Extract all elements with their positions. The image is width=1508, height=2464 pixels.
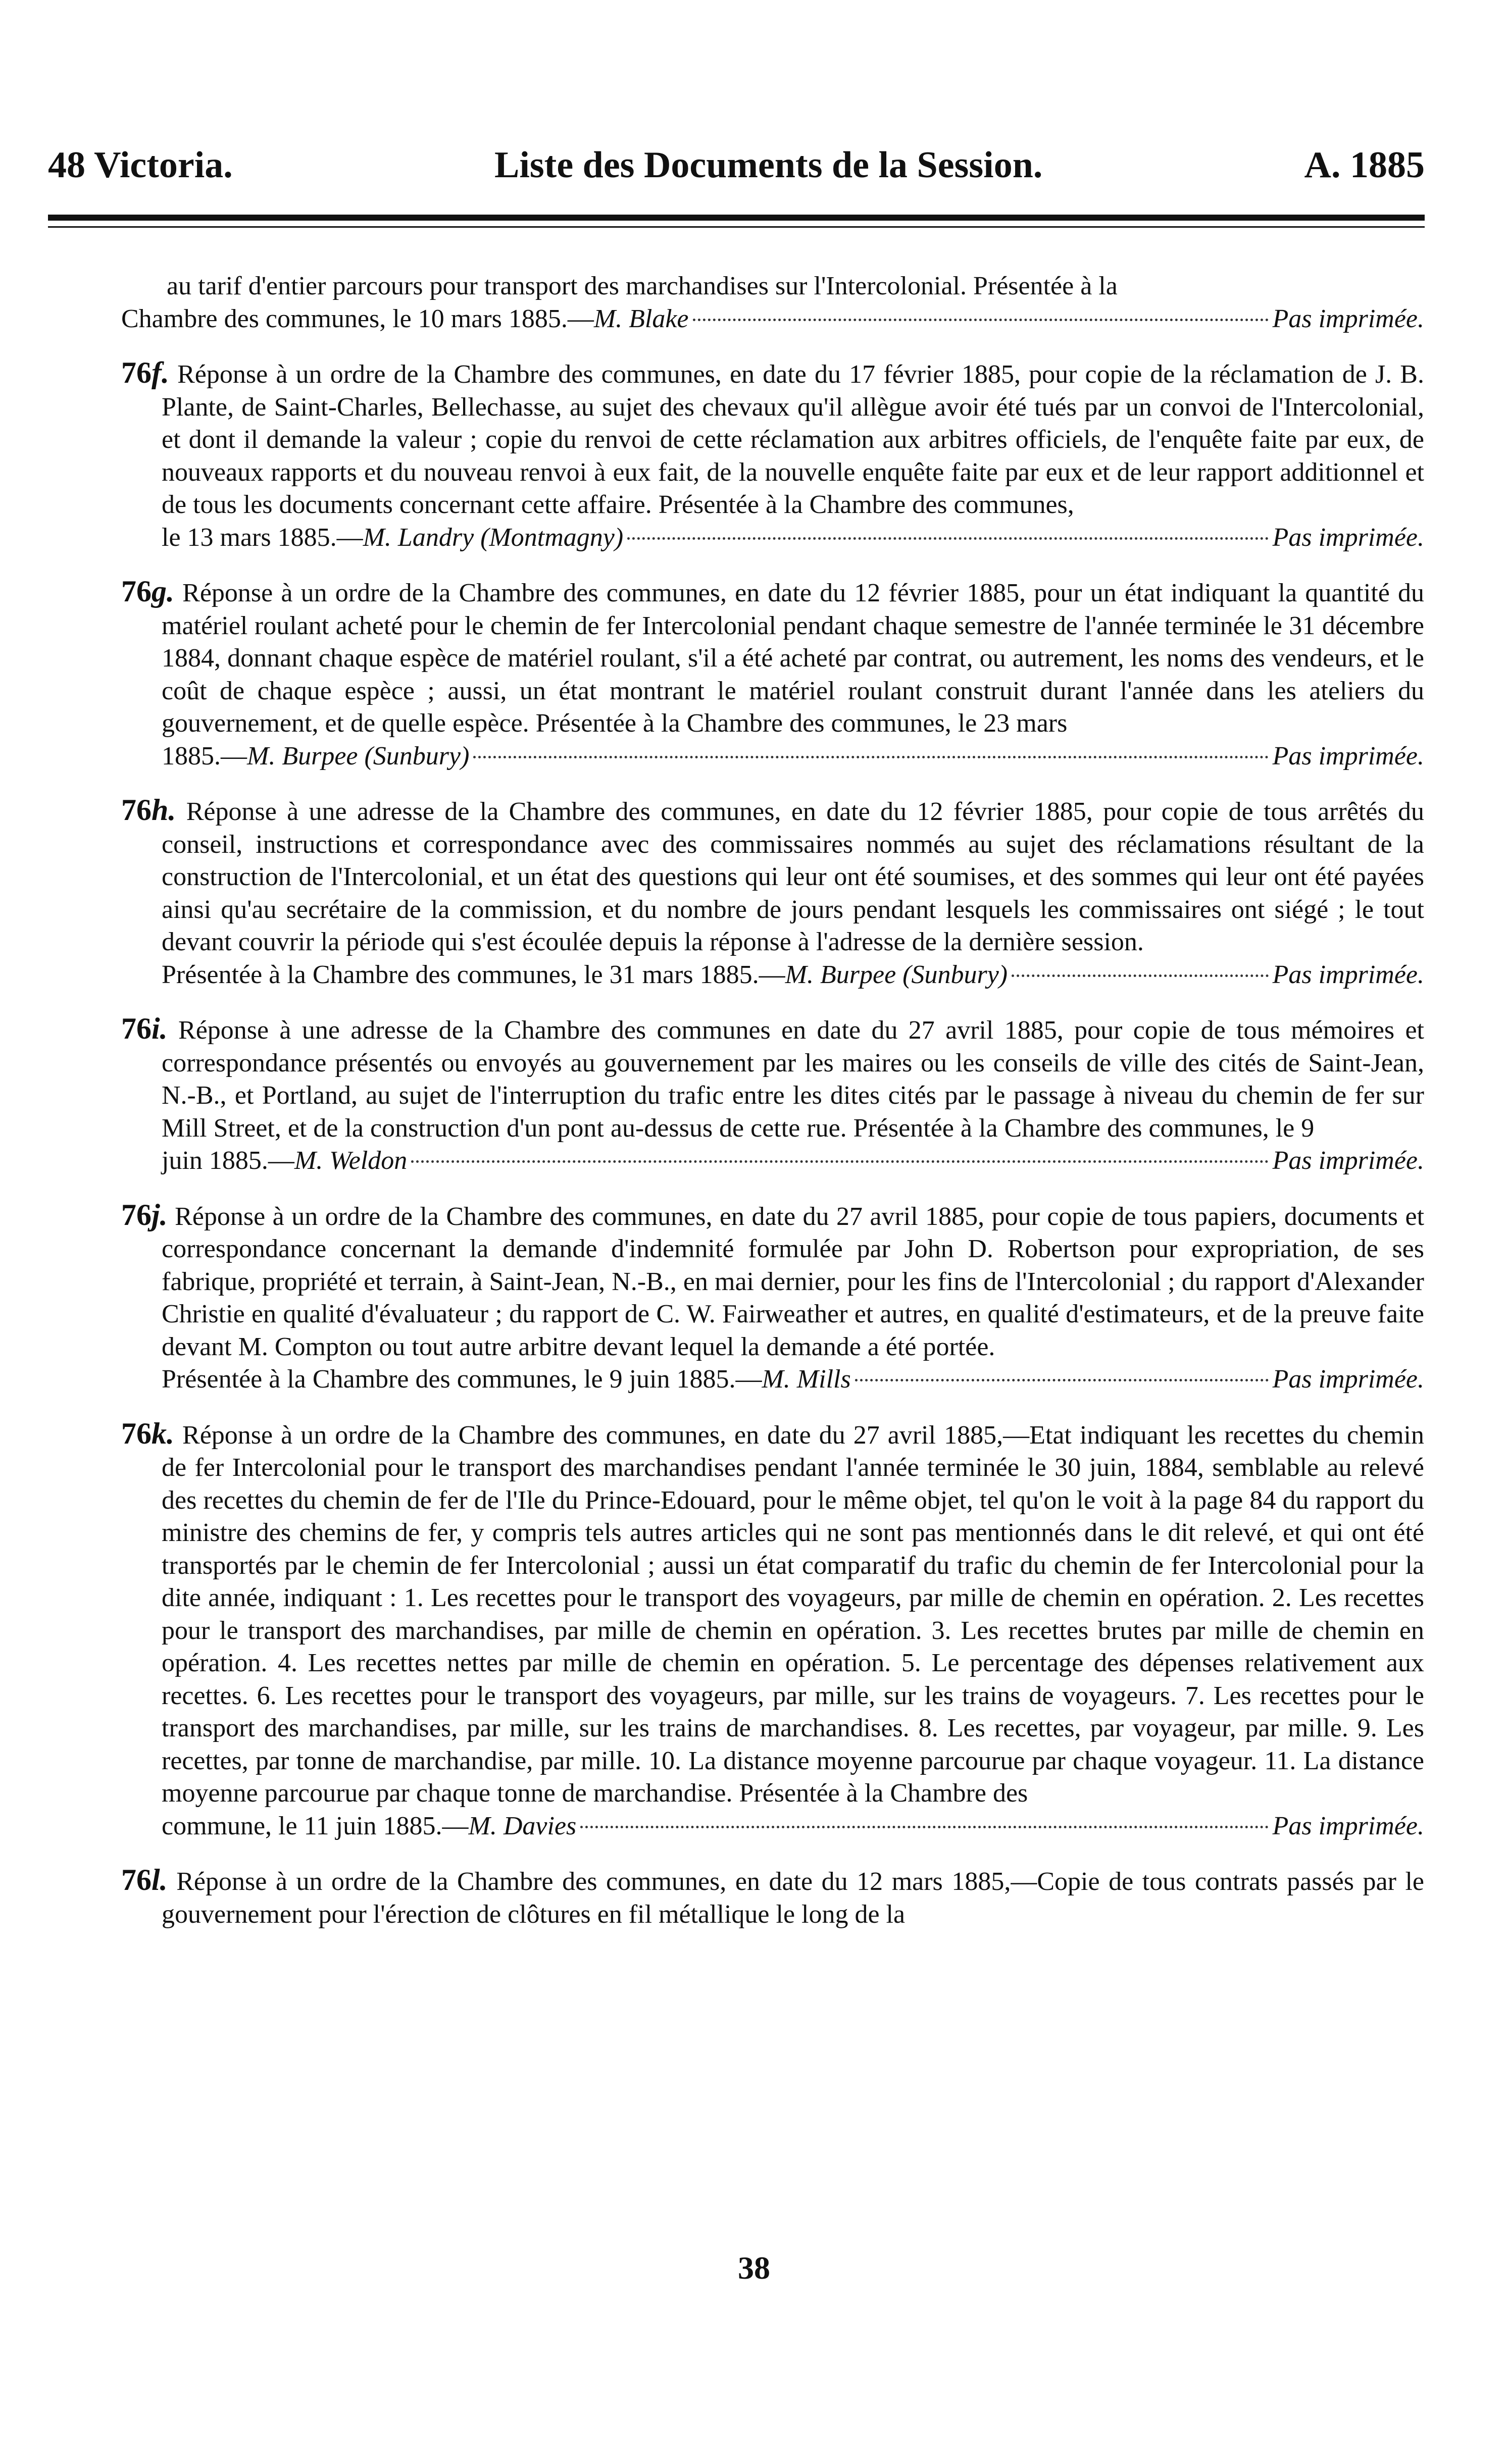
entry-tail: [162, 1363, 1424, 1396]
document-body: [121, 270, 1424, 1931]
entry-text: Réponse à une adresse de la Chambre des communes, en date du 12 février 1885, pour copie de tous arrêtés du conseil, instructions et correspondance avec des commissaires nommés au sujet des réclamations résultant de la construction de l'Intercolonial, et un état des questions qui leur ont été soumises, et des sommes qui leur ont été payées ainsi qu'au secrétaire de la commission, et du nombre de jours pendant lesquels les commissaires ont siégé ; le tout devant couvrir la période qui s'est écoulée depuis la réponse à l'adresse de la dernière session.: [162, 797, 1424, 956]
entry-tail-text: juin 1885.—: [162, 1146, 294, 1175]
entry-tail: [162, 1810, 1424, 1843]
dot-leader: [580, 1826, 1268, 1828]
entry-tail: [162, 959, 1424, 992]
entry-tail-text: Chambre des communes, le 10 mars 1885.—: [121, 304, 594, 333]
entry-tail: [162, 1145, 1424, 1177]
dot-leader: [693, 319, 1269, 321]
dot-leader: [1012, 974, 1268, 977]
entry-status: Pas imprimée.: [1272, 960, 1424, 989]
document-entry: [121, 1417, 1424, 1843]
document-entry: [121, 1864, 1424, 1931]
running-header: [48, 144, 1425, 194]
header-rule-thick: [48, 215, 1425, 221]
entry-mover: M. Burpee (Sunbury): [247, 741, 470, 771]
header-rule-thin: [48, 226, 1425, 228]
entry-mover: M. Weldon: [294, 1146, 408, 1175]
dot-leader: [473, 756, 1268, 758]
entry-number: 76k.: [121, 1416, 174, 1450]
entry-text: Réponse à un ordre de la Chambre des communes, en date du 12 mars 1885,—Copie de tous contrats passés par le gouvernement pour l'érection de clôtures en fil métallique le long de la: [162, 1867, 1424, 1929]
document-entry: [121, 575, 1424, 773]
document-entry: [121, 1199, 1424, 1396]
document-entry: [121, 1012, 1424, 1177]
entry-text: Réponse à une adresse de la Chambre des communes en date du 27 avril 1885, pour copie de tous mémoires et correspondance présentés ou envoyés au gouvernement par les maires ou les conseils de ville des cités de Saint-Jean, N.-B., et Portland, au sujet de l'interruption du trafic entre les dites cités par le passage à niveau du chemin de fer sur Mill Street, et de la construction d'un pont au-dessus de cette rue. Présentée à la Chambre des communes, le 9: [162, 1016, 1425, 1143]
entry-text: au tarif d'entier parcours pour transport des marchandises sur l'Intercolonial. Présentée à la: [167, 272, 1118, 300]
entry-mover: M. Blake: [593, 304, 689, 333]
entry-number: 76j.: [121, 1198, 168, 1231]
dot-leader: [627, 537, 1268, 540]
entry-text: Réponse à un ordre de la Chambre des communes, en date du 27 avril 1885,—Etat indiquant les recettes du chemin de fer Intercolonial pour le transport des marchandises pendant l'année terminée le 30 juin, 1884, semblable au relevé des recettes du chemin de fer de l'Ile du Prince-Edouard, pour le même objet, tel qu'on le voit à la page 84 du rapport du ministre des chemins de fer, y compris tels autres articles qui ne sont pas mentionnés dans le dit relevé, et qui ont été transportés par le chemin de fer Intercolonial ; aussi un état comparatif du trafic du chemin de fer Intercolonial pour la dite année, indiquant : 1. Les recettes pour le transport des voyageurs, par mille de chemin en opération. 2. Les recettes pour le transport des marchandises, par mille de chemin en opération. 3. Les recettes brutes par mille de chemin en opération. 4. Les recettes nettes par mille de chemin en opération. 5. Le percentage des dépenses relativement aux recettes. 6. Les recettes pour le transport des voyageurs, par mille, sur les trains de voyageurs. 7. Les recettes pour le transport des marchandises, par mille, sur les trains de marchandises. 8. Les recettes, par voyageur, par mille. 9. Les recettes, par tonne de marchandise, par mille. 10. La distance moyenne parcourue par chaque voyageur. 11. La distance moyenne parcourue par chaque tonne de marchandise. Présentée à la Chambre des: [162, 1420, 1425, 1808]
entry-tail-text: Présentée à la Chambre des communes, le 9 juin 1885.—: [162, 1365, 762, 1394]
entry-status: Pas imprimée.: [1272, 523, 1424, 552]
entry-tail-text: commune, le 11 juin 1885.—: [162, 1811, 469, 1840]
document-entry-continued: [121, 270, 1424, 335]
document-entry: [121, 794, 1424, 991]
entry-mover: M. Burpee (Sunbury): [785, 960, 1008, 989]
entry-mover: M. Mills: [762, 1365, 851, 1394]
entry-status: Pas imprimée.: [1272, 1811, 1424, 1840]
header-session: 48 Victoria.: [48, 144, 233, 186]
entry-number: 76f.: [121, 356, 169, 389]
entry-tail-text: Présentée à la Chambre des communes, le 31 mars 1885.—: [162, 960, 785, 989]
entry-status: Pas imprimée.: [1272, 304, 1424, 333]
entry-tail: [162, 522, 1424, 554]
entry-tail-text: 1885.—: [162, 741, 247, 771]
entry-number: 76i.: [121, 1012, 168, 1045]
entry-tail-text: le 13 mars 1885.—: [162, 523, 363, 552]
entry-number: 76h.: [121, 793, 176, 827]
dot-leader: [855, 1379, 1269, 1381]
entry-number: 76l.: [121, 1863, 168, 1896]
entry-tail: [162, 740, 1424, 773]
entry-mover: M. Davies: [468, 1811, 577, 1840]
entry-text: Réponse à un ordre de la Chambre des communes, en date du 17 février 1885, pour copie de la réclamation de J. B. Plante, de Saint-Charles, Bellechasse, au sujet des chevaux qu'il allègue avoir été tués par un convoi de l'Intercolonial, et dont il demande la valeur ; copie du renvoi de cette réclamation aux arbitres officiels, de l'enquête faite par eux, de nouveaux rapports et du nouveau renvoi à eux fait, de la nouvelle enquête faite par eux et de leur rapport additionnel et de tous les documents concernant cette affaire. Présentée à la Chambre des communes,: [162, 360, 1424, 519]
header-title: Liste des Documents de la Session.: [494, 144, 1043, 186]
entry-text: Réponse à un ordre de la Chambre des communes, en date du 27 avril 1885, pour copie de tous papiers, documents et correspondance concernant la demande d'indemnité formulée par John D. Robertson pour expropriation, de ses fabrique, propriété et terrain, à Saint-Jean, N.-B., en mai dernier, pour les fins de l'Intercolonial ; du rapport d'Alexander Christie en qualité d'évaluateur ; du rapport de C. W. Fairweather et autres, en qualité d'estimateurs, et de la preuve faite devant M. Compton ou tout autre arbitre devant lequel la demande a été portée.: [162, 1202, 1425, 1361]
entry-status: Pas imprimée.: [1272, 741, 1424, 771]
entry-status: Pas imprimée.: [1272, 1365, 1424, 1394]
entry-text: Réponse à un ordre de la Chambre des communes, en date du 12 février 1885, pour un état indiquant la quantité du matériel roulant acheté pour le chemin de fer Intercolonial pendant chaque semestre de l'année terminée le 31 décembre 1884, donnant chaque espèce de matériel roulant, s'il a été acheté par contrat, ou autrement, les noms des vendeurs, et le coût de chaque espèce ; aussi, un état montrant le matériel roulant construit durant l'année dans les ateliers du gouvernement, et de quelle espèce. Présentée à la Chambre des communes, le 23 mars: [162, 579, 1425, 738]
entry-mover: M. Landry (Montmagny): [363, 523, 624, 552]
entry-tail: [121, 303, 1424, 336]
entry-number: 76g.: [121, 575, 174, 608]
page-number: 38: [738, 2250, 770, 2286]
dot-leader: [411, 1160, 1268, 1163]
document-entry: [121, 356, 1424, 554]
entry-status: Pas imprimée.: [1272, 1146, 1424, 1175]
header-year: A. 1885: [1304, 144, 1425, 186]
